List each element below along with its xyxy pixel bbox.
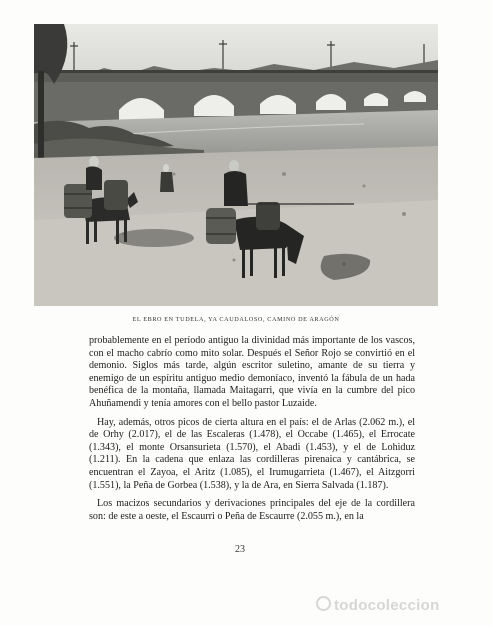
- watermark-text: todocoleccion: [334, 597, 440, 614]
- watermark: [316, 596, 486, 614]
- page-number: 23: [235, 544, 245, 555]
- bridge-photograph: [34, 24, 438, 306]
- paragraph: Hay, además, otros picos de cierta altura en el país: el de Arlas (2.062 m.), el de Orhy (2.017), el de las Escaleras (1.478), el Occabe (1.465), el Errocate (1.343), el monte Orsansurieta (1.570), el Abadi (1.453), y el de Lohiduz (1.211). En la cadena que enlaza las cordilleras pirenaica y cantábrica, se encuentran el Zayoa, el Aritz (1.085), el Irumugarrieta (1.467), el Aitzgorri (1.551), la Peña de Gorbea (1.538), y la de Ara, en Sierra Salvada (1.187).: [89, 416, 415, 491]
- paragraph: Los macizos secundarios y derivaciones principales del eje de la cordillera son: de este a oeste, el Escaurri o Peña de Escaurre (2.055 m.), en la: [89, 498, 415, 522]
- body-text: [89, 335, 415, 523]
- paragraph: probablemente en el período antiguo la divinidad más importante de los vascos, con el macho cabrío como mito solar. Después el Señor Rojo se convirtió en el demonio. Siglos más tarde, algún escritor suletino, amante de su tierra y enemigo de un espíritu antiguo medio demoníaco, inventó la fábula de un hada benéfica de la montaña, llamada Maitagarri, que vivía en la cumbre del pico Ahuñamendi y tenía amores con el bello pastor Luzaide.: [89, 335, 415, 409]
- watermark-logo-icon: [316, 596, 331, 611]
- photo-caption: EL EBRO EN TUDELA, YA CAUDALOSO, CAMINO DE ARAGÓN: [132, 316, 340, 323]
- photo-illustration: [34, 24, 438, 306]
